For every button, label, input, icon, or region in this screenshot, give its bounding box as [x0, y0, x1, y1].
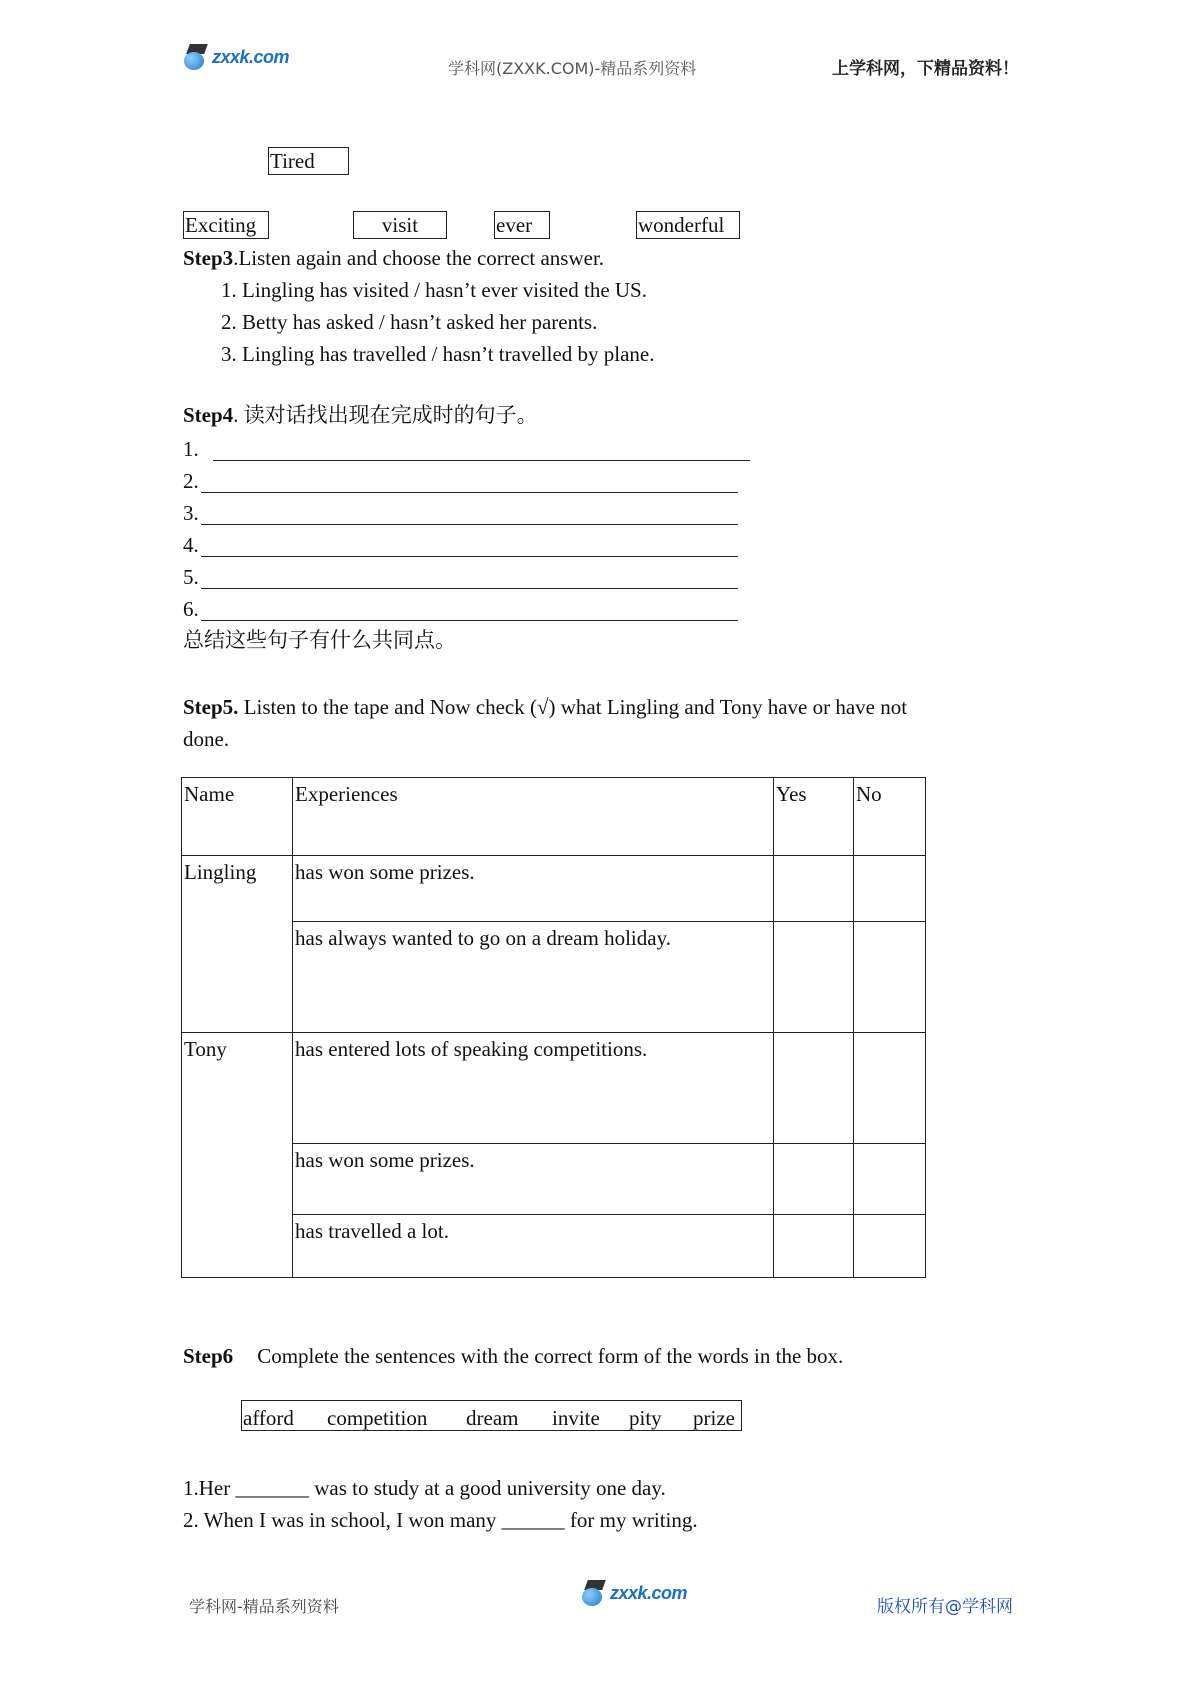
word-dream: dream [466, 1406, 519, 1430]
step6-label: Step6 [183, 1344, 234, 1368]
step4-instruction: . 读对话找出现在完成时的句子。 [233, 403, 538, 427]
footer-logo [580, 1580, 687, 1606]
answer-line [213, 460, 750, 461]
word-box-exciting: Exciting [183, 211, 269, 239]
experience-cell: has entered lots of speaking competitions. [293, 1033, 774, 1144]
step4-summary: 总结这些句子有什么共同点。 [183, 628, 456, 652]
word-competition: competition [327, 1406, 428, 1430]
footer-left-text: 学科网-精品系列资料 [189, 1597, 339, 1616]
step6-sentence-2: 2. When I was in school, I won many ______ for my writing. [183, 1508, 698, 1532]
word-pity: pity [629, 1406, 662, 1430]
no-check-cell[interactable] [854, 922, 926, 1033]
header-name: Name [182, 778, 293, 856]
graduation-globe-icon [182, 44, 212, 70]
step6-sentence-1: 1.Her _______ was to study at a good university one day. [183, 1476, 666, 1500]
footer-right-text: 版权所有@学科网 [877, 1597, 1013, 1617]
no-check-cell[interactable] [854, 856, 926, 922]
word-prize: prize [693, 1406, 735, 1430]
step4-item-3: 3. [183, 501, 199, 525]
step3-heading [183, 248, 604, 269]
header-center-text: 学科网(ZXXK.COM)-精品系列资料 [448, 59, 697, 78]
no-check-cell[interactable] [854, 1033, 926, 1144]
no-check-cell[interactable] [854, 1215, 926, 1278]
word-box-tired: Tired [268, 147, 349, 175]
word-box-visit: visit [353, 211, 447, 239]
word-invite: invite [552, 1406, 600, 1430]
name-tony: Tony [182, 1033, 293, 1278]
experiences-table [181, 777, 926, 1278]
header-right-text: 上学科网，下精品资料！ [832, 59, 1019, 79]
word-box-wonderful: wonderful [636, 211, 740, 239]
yes-check-cell[interactable] [774, 856, 854, 922]
step5-heading [183, 697, 907, 718]
step3-instruction: .Listen again and choose the correct answer. [233, 246, 605, 270]
table-header-row [182, 778, 926, 856]
experience-cell: has won some prizes. [293, 856, 774, 922]
step5-instruction-continued: done. [183, 727, 230, 751]
step3-item-2: 2. Betty has asked / hasn’t asked her parents. [221, 310, 598, 334]
step4-label: Step4 [183, 403, 234, 427]
step5-instruction: Listen to the tape and Now check (√) what Lingling and Tony have or have not [238, 695, 908, 719]
header-experiences: Experiences [293, 778, 774, 856]
yes-check-cell[interactable] [774, 1215, 854, 1278]
step4-item-6: 6. [183, 597, 199, 621]
header-logo [182, 44, 289, 70]
experience-cell: has always wanted to go on a dream holiday. [293, 922, 774, 1033]
step6-heading [183, 1346, 843, 1367]
step4-item-1: 1. [183, 437, 199, 461]
experience-cell: has travelled a lot. [293, 1215, 774, 1278]
step3-label: Step3 [183, 246, 234, 270]
step6-word-box [241, 1400, 742, 1431]
answer-line [201, 524, 738, 525]
step4-item-4: 4. [183, 533, 199, 557]
answer-line [201, 620, 738, 621]
yes-check-cell[interactable] [774, 1144, 854, 1215]
word-box-ever: ever [494, 211, 550, 239]
answer-line [201, 588, 738, 589]
step6-instruction: Complete the sentences with the correct form of the words in the box. [257, 1344, 844, 1368]
table-row [182, 1033, 926, 1144]
table-row [182, 856, 926, 922]
table-row [182, 922, 926, 1033]
graduation-globe-icon [580, 1580, 610, 1606]
answer-line [201, 556, 738, 557]
no-check-cell[interactable] [854, 1144, 926, 1215]
table-row [182, 1144, 926, 1215]
step4-item-2: 2. [183, 469, 199, 493]
step4-heading [183, 405, 538, 426]
step3-item-1: 1. Lingling has visited / hasn’t ever visited the US. [221, 278, 647, 302]
yes-check-cell[interactable] [774, 1033, 854, 1144]
step3-item-3: 3. Lingling has travelled / hasn’t travelled by plane. [221, 342, 655, 366]
step5-label: Step5. [183, 695, 239, 719]
yes-check-cell[interactable] [774, 922, 854, 1033]
word-afford: afford [243, 1406, 294, 1430]
step4-item-5: 5. [183, 565, 199, 589]
header-yes: Yes [774, 778, 854, 856]
name-lingling: Lingling [182, 856, 293, 1033]
table-row [182, 1215, 926, 1278]
answer-line [201, 492, 738, 493]
header-no: No [854, 778, 926, 856]
experience-cell: has won some prizes. [293, 1144, 774, 1215]
header-logo-text: zxxk.com [212, 47, 290, 67]
footer-logo-text: zxxk.com [610, 1583, 688, 1603]
